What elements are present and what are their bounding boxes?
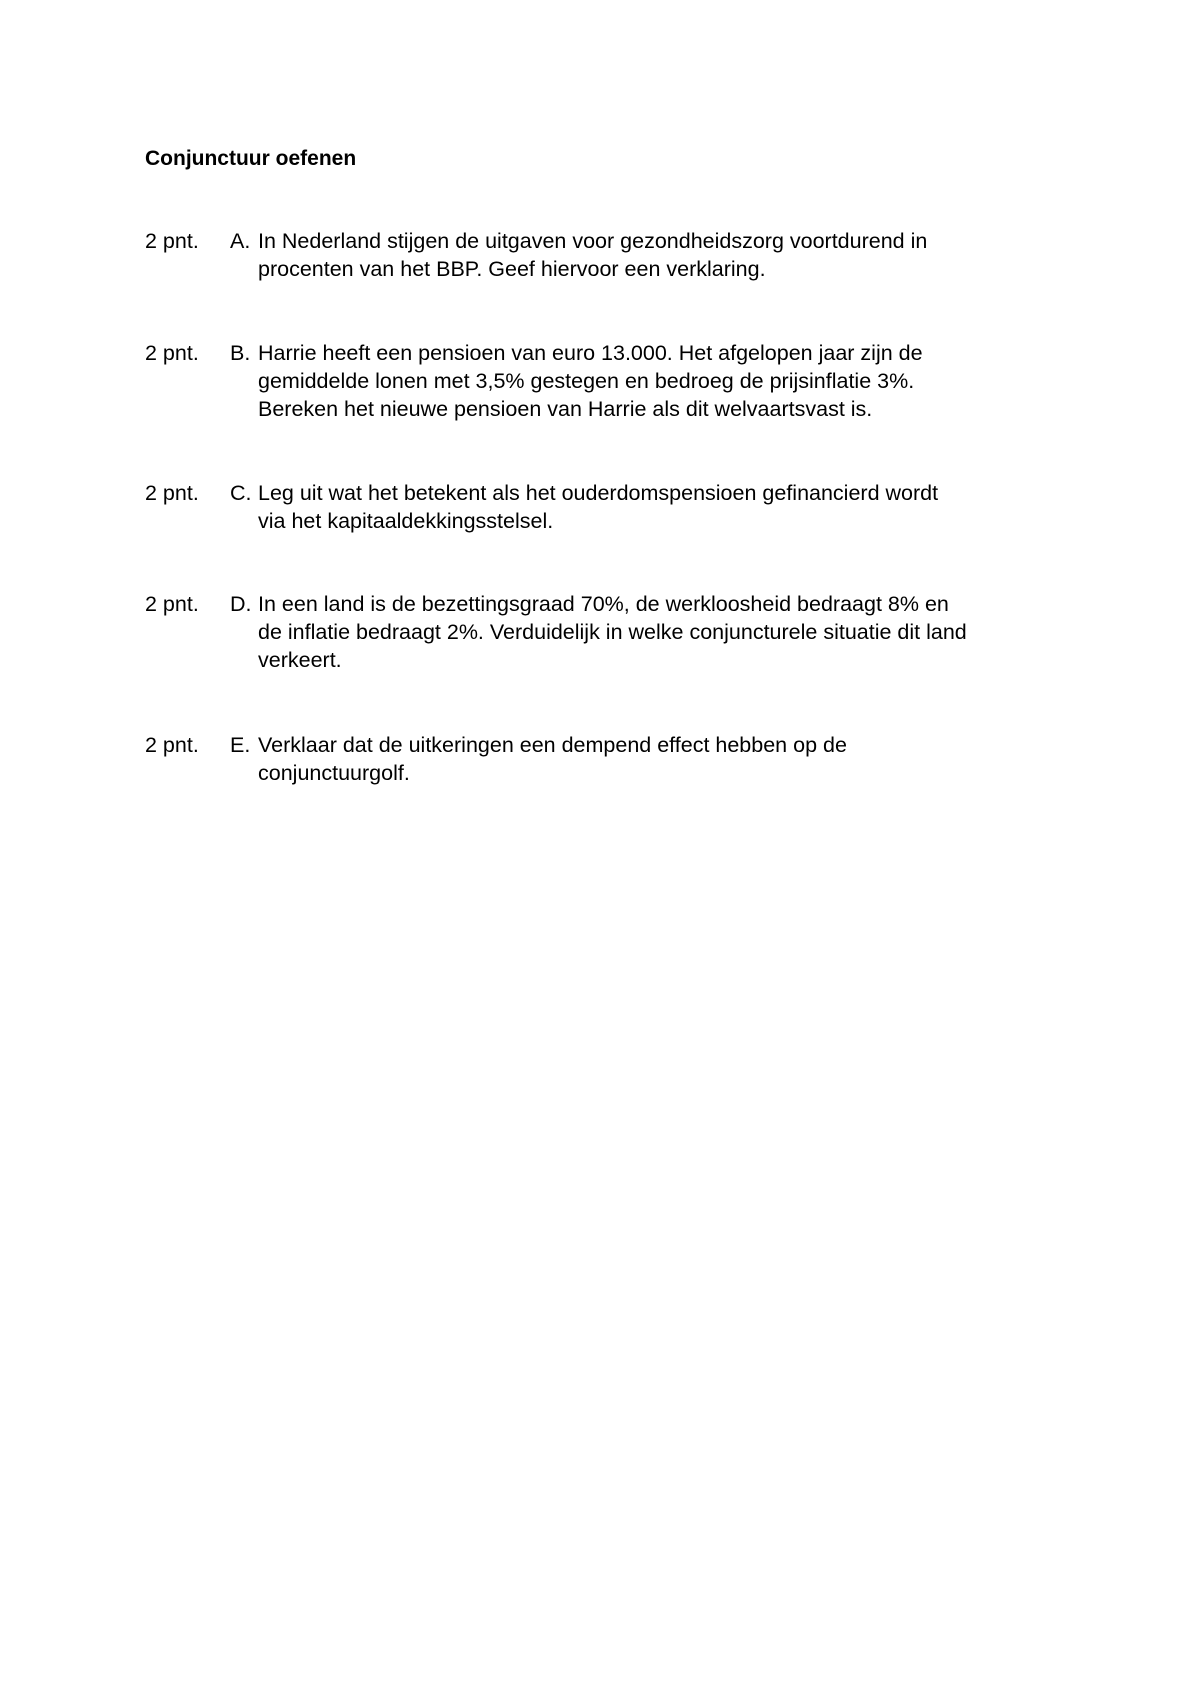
question-text [258,590,1088,674]
question-letter: C. [230,481,252,505]
question-line: Harrie heeft een pensioen van euro 13.000. Het afgelopen jaar zijn de [258,341,923,365]
question-line: de inflatie bedraagt 2%. Verduidelijk in welke conjuncturele situatie dit land [258,620,967,644]
question-line: procenten van het BBP. Geef hiervoor een verklaring. [258,257,766,281]
question-text [258,339,1088,423]
question-points: 2 pnt. [145,229,199,253]
question-line: In Nederland stijgen de uitgaven voor gezondheidszorg voortdurend in [258,229,928,253]
question-points: 2 pnt. [145,733,199,757]
document-title: Conjunctuur oefenen [145,147,357,170]
question-line: Leg uit wat het betekent als het ouderdomspensioen gefinancierd wordt [258,481,939,505]
question-text [258,731,1088,787]
question-text [258,227,1088,283]
question-line: Verklaar dat de uitkeringen een dempend effect hebben op de [258,733,847,757]
question-letter: E. [230,733,251,757]
question-points: 2 pnt. [145,341,199,365]
question-line: verkeert. [258,648,342,672]
question-line: In een land is de bezettingsgraad 70%, de werkloosheid bedraagt 8% en [258,592,949,616]
question-points: 2 pnt. [145,481,199,505]
question-line: via het kapitaaldekkingsstelsel. [258,509,554,533]
question-line: gemiddelde lonen met 3,5% gestegen en bedroeg de prijsinflatie 3%. [258,369,915,393]
question-letter: A. [230,229,251,253]
question-line: Bereken het nieuwe pensioen van Harrie als dit welvaartsvast is. [258,397,873,421]
question-letter: B. [230,341,251,365]
question-points: 2 pnt. [145,592,199,616]
question-letter: D. [230,592,252,616]
question-line: conjunctuurgolf. [258,761,410,785]
question-text [258,479,1088,535]
